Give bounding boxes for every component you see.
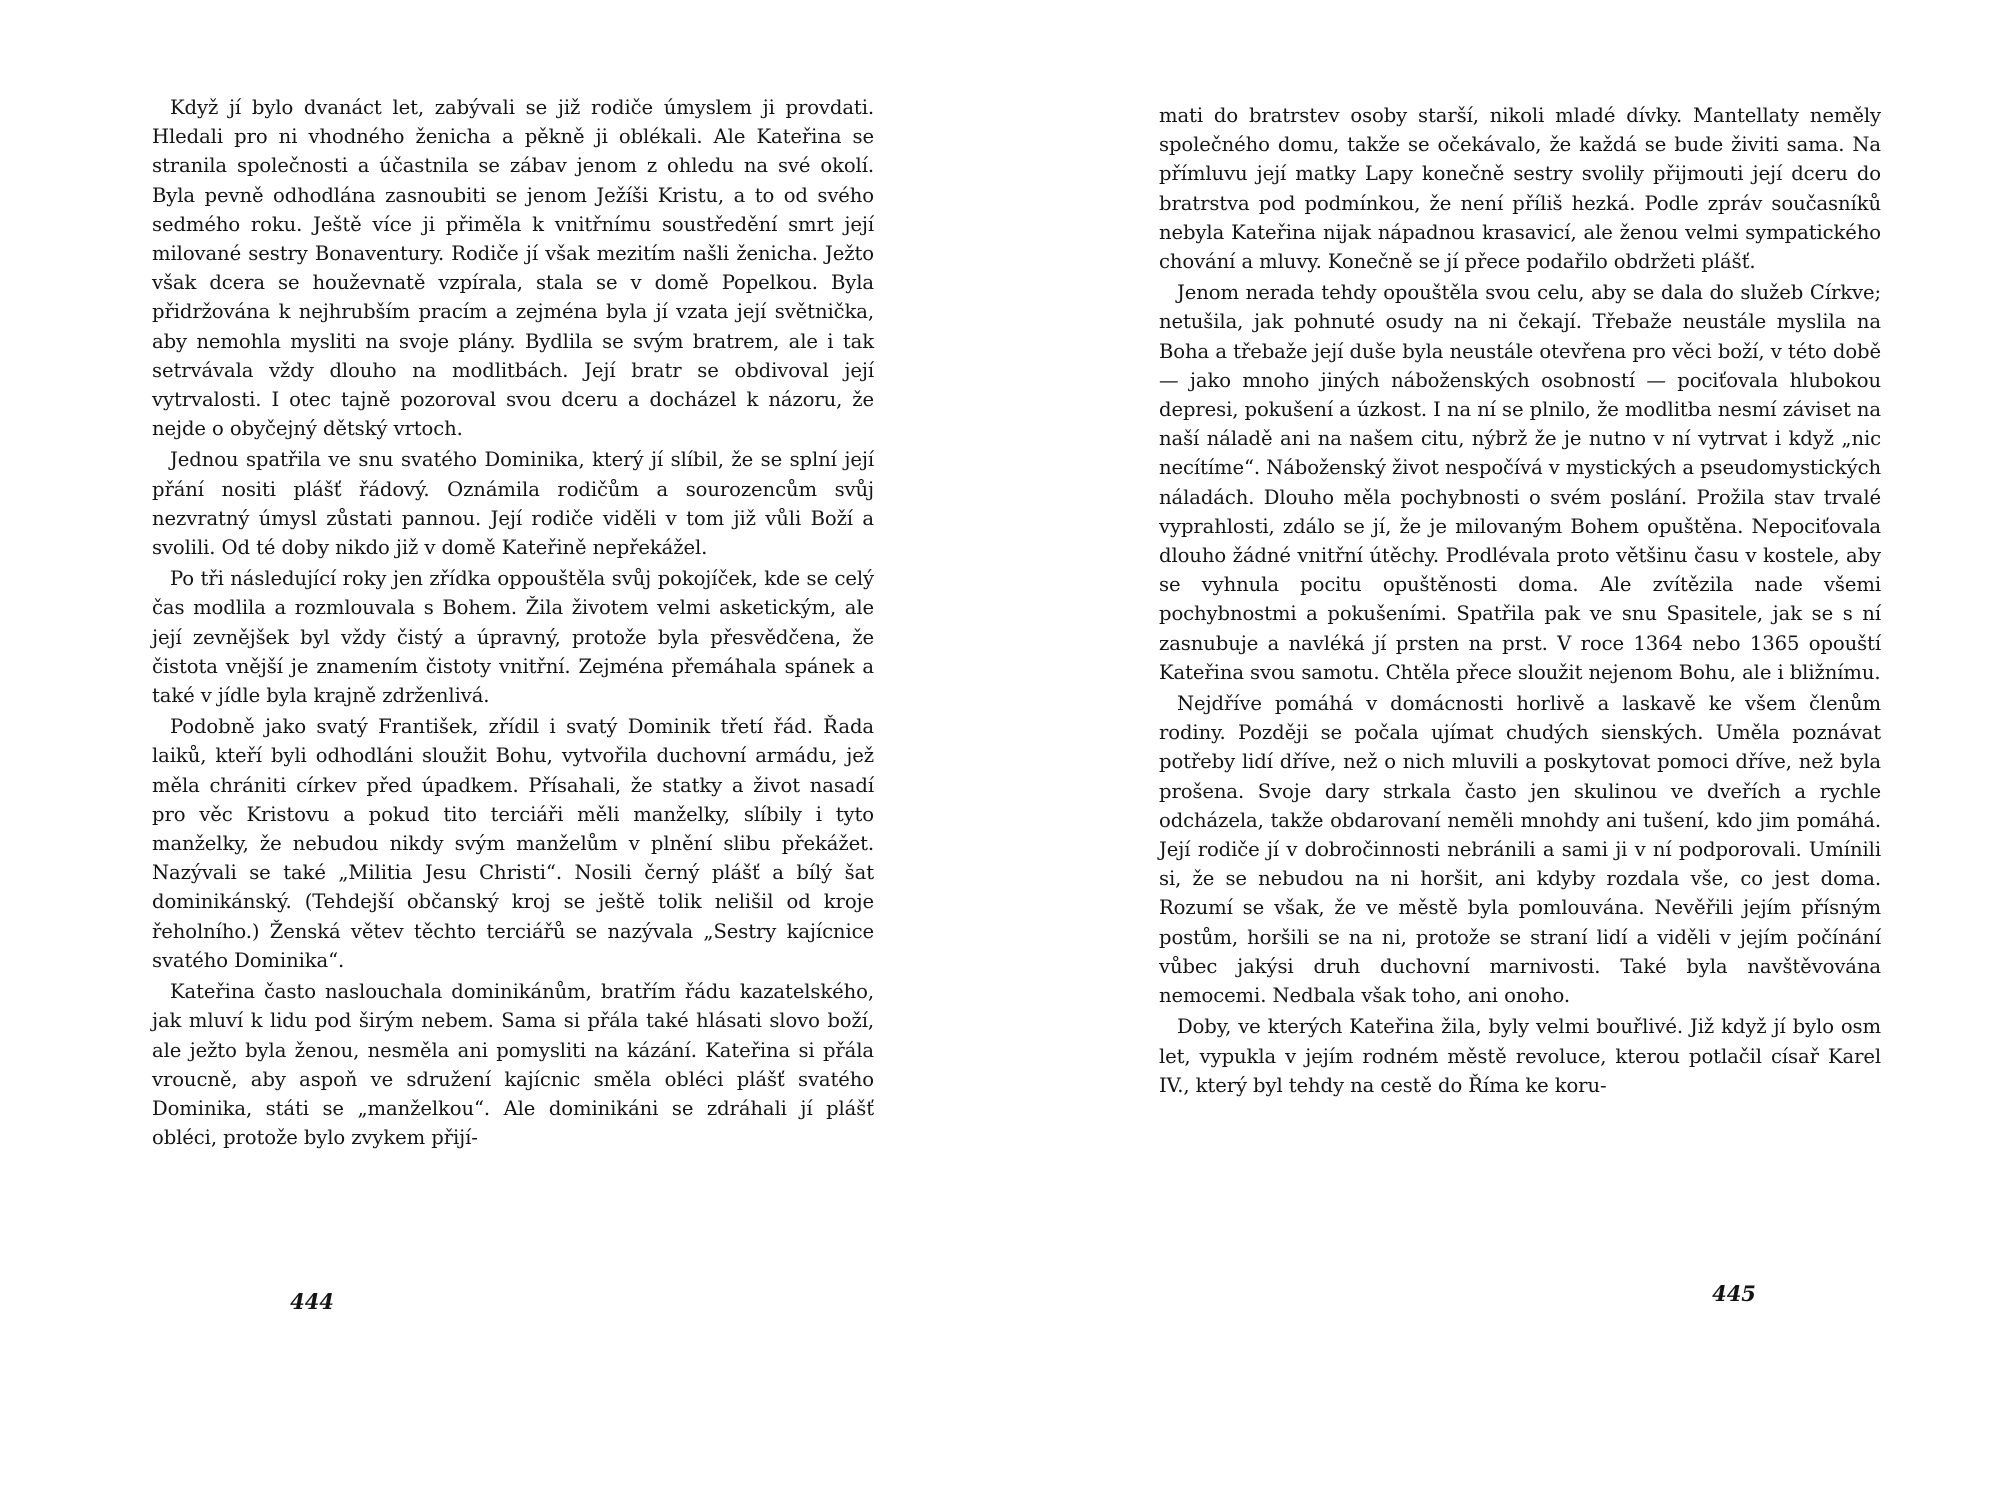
left-paragraph-2: Jednou spatřila ve snu svatého Dominika, který jí slíbil, že se splní její přání nositi plášť řádový. Oznámila rodičům a sourozencům svůj nezvratný úmysl zůstati pannou. Její rodiče viděli v tom již vůli Boží a svolili. Od té doby nikdo již v domě Kateřině nepřekážel. (152, 448, 874, 560)
left-paragraph-1: Když jí bylo dvanáct let, zabývali se již rodiče úmyslem ji provdati. Hledali pro ni vhodného ženicha a pěkně ji oblékali. Ale Kateřina se stranila společnosti a účastnila se zábav jenom z ohledu na své okolí. Byla pevně odhodlána zasnoubiti se jenom Ježíši Kristu, a to od svého sedmého roku. Ještě více ji přiměla k vnitřnímu soustředění smrt její milované sestry Bonaventury. Rodiče jí však mezitím našli ženicha. Ježto však dcera se houževnatě vzpírala, stala se v domě Popelkou. Byla přidržována k nejhrubším pracím a zejména byla jí vzata její světnička, aby nemohla mysliti na svoje plány. Bydlila se svým bratrem, ale i tak setrvávala vždy dlouho na modlitbách. Její bratr se obdivoval její vytrvalosti. I otec tajně pozoroval svou dceru a docházel k názoru, že nejde o obyčejný dětský vrtoch. (152, 96, 874, 441)
right-paragraph-1: mati do bratrstev osoby starší, nikoli mladé dívky. Mantellaty neměly společného domu, takže se očekávalo, že každá se bude živiti sama. Na přímluvu její matky Lapy konečně sestry svolily přijmouti její dceru do bratrstva pod podmínkou, že není příliš hezká. Podle zpráv současníků nebyla Kateřina nijak nápadnou krasavicí, ale ženou velmi sympatického chování a mluvy. Konečně se jí přece podařilo obdržeti plášť. (1159, 104, 1881, 274)
right-page (1006, 0, 2012, 1500)
right-paragraph-3: Nejdříve pomáhá v domácnosti horlivě a laskavě ke všem členům rodiny. Později se počala ujímat chudých sienských. Uměla poznávat potřeby lidí dříve, než o nich mluvili a poskytovat pomoci dříve, než byla prošena. Svoje dary strkala často jen skulinou ve dveřích a rychle odcházela, takže obdarovaní neměli mnohdy ani tušení, kdo jim pomáhá. Její rodiče jí v dobročinnosti nebránili a sami ji v ní podporovali. Umínili si, že se nebudou na ni horšit, ani kdyby rozdala vše, co jest doma. Rozumí se však, že ve městě byla pomlouvána. Nevěřili jejím přísným postům, horšili se na ni, protože se straní lidí a viděli v jejím počínání vůbec jakýsi druh duchovní marnivosti. Také byla navštěvována nemocemi. Nedbala však toho, ani onoho. (1159, 692, 1881, 1008)
right-page-number: 445 (1712, 1281, 1756, 1306)
right-paragraph-4: Doby, ve kterých Kateřina žila, byly velmi bouřlivé. Již když jí bylo osm let, vypukla v jejím rodném městě revoluce, kterou potlačil císař Karel IV., který byl tehdy na cestě do Říma ke koru- (1159, 1015, 1881, 1097)
left-paragraph-5: Kateřina často naslouchala dominikánům, bratřím řádu kazatelského, jak mluví k lidu pod širým nebem. Sama si přála také hlásati slovo boží, ale ježto byla ženou, nesměla ani pomysliti na kázání. Kateřina si přála vroucně, aby aspoň ve sdružení kajícnic směla obléci plášť svatého Dominika, státi se „manželkou“. Ale dominikáni se zdráhali jí plášť obléci, protože bylo zvykem přijí- (152, 980, 874, 1150)
left-paragraph-4: Podobně jako svatý František, zřídil i svatý Dominik třetí řád. Řada laiků, kteří byli odhodláni sloužit Bohu, vytvořila duchovní armádu, jež měla chrániti církev před úpadkem. Přísahali, že statky a život nasadí pro věc Kristovu a pokud tito terciáři měli manželky, slíbily i tyto manželky, že nebudou nikdy svým manželům v plnění slibu překážet. Nazývali se také „Militia Jesu Christi“. Nosili černý plášť a bílý šat dominikánský. (Tehdejší občanský kroj se ještě tolik nelišil od kroje řeholního.) Ženská větev těchto terciářů se nazývala „Sestry kajícnice svatého Dominika“. (152, 715, 874, 972)
left-page-text (152, 93, 874, 1152)
left-page-number: 444 (290, 1289, 334, 1314)
left-paragraph-3: Po tři následující roky jen zřídka oppouštěla svůj pokojíček, kde se celý čas modlila a rozmlouvala s Bohem. Žila životem velmi asketickým, ale její zevnějšek byl vždy čistý a úpravný, protože byla přesvědčena, že čistota vnější je znamením čistoty vnitřní. Zejména přemáhala spánek a také v jídle byla krajně zdrženlivá. (152, 567, 874, 708)
right-page-text (1159, 101, 1881, 1100)
right-paragraph-2: Jenom nerada tehdy opouštěla svou celu, aby se dala do služeb Církve; netušila, jak pohnuté osudy na ni čekají. Třebaže neustále myslila na Boha a třebaže její duše byla neustále otevřena pro věci boží, v této době — jako mnoho jiných náboženských osobností — pociťovala hlubokou depresi, pokušení a úzkost. I na ní se plnilo, že modlitba nesmí záviset na naší náladě ani na našem citu, nýbrž že je nutno v ní vytrvat i když „nic necítíme“. Náboženský život nespočívá v mystických a pseudomystických náladách. Dlouho měla pochybnosti o svém poslání. Prožila stav trvalé vyprahlosti, zdálo se jí, že je milovaným Bohem opuštěna. Nepociťovala dlouho žádné vnitřní útěchy. Prodlévala proto většinu času v kostele, aby se vyhnula pocitu opuštěnosti doma. Ale zvítězila nade všemi pochybnostmi a pokušeními. Spatřila pak ve snu Spasitele, jak se s ní zasnubuje a navléká jí prsten na prst. V roce 1364 nebo 1365 opouští Kateřina svou samotu. Chtěla přece sloužit nejenom Bohu, ale i bližnímu. (1159, 281, 1881, 684)
